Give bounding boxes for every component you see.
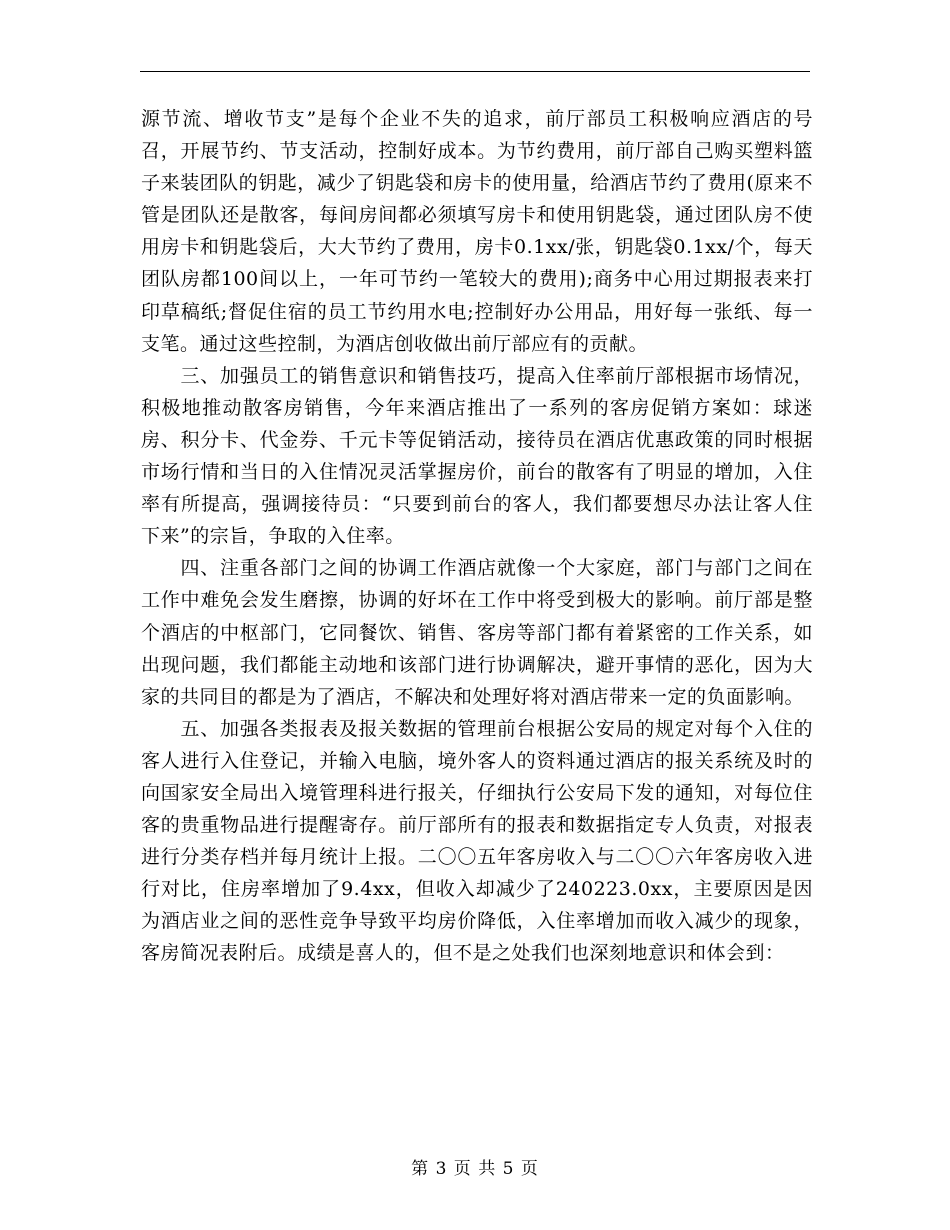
- paragraph-sales-skills: 三、加强员工的销售意识和销售技巧，提高入住率前厅部根据市场情况，积极地推动散客房销售，今年来酒店推出了一系列的客房促销方案如：球迷房、积分卡、代金券、千元卡等促销活动，接待员在酒店优惠政策的同时根据市场行情和当日的入住情况灵活掌握房价，前台的散客有了明显的增加，入住率有所提高，强调接待员：“只要到前台的客人，我们都要想尽办法让客人住下来”的宗旨，争取的入住率。: [141, 364, 813, 548]
- header-rule: [140, 71, 810, 72]
- page-number-footer: 第 3 页 共 5 页: [411, 1159, 539, 1179]
- paragraph-report-management: 五、加强各类报表及报关数据的管理前台根据公安局的规定对每个入住的客人进行入住登记，并输入电脑，境外客人的资料通过酒店的报关系统及时的向国家安全局出入境管理科进行报关，仔细执行公安局下发的通知，对每位住客的贵重物品进行提醒寄存。前厅部所有的报表和数据指定专人负责，对报表进行分类存档并每月统计上报。二〇〇五年客房收入与二〇〇六年客房收入进行对比，住房率增加了9.4xx，但收入却减少了240223.0xx，主要原因是因为酒店业之间的恶性竞争导致平均房价降低，入住率增加而收入减少的现象，客房简况表附后。成绩是喜人的，但不是之处我们也深刻地意识和体会到：: [141, 717, 813, 965]
- document-body: [141, 103, 813, 970]
- paragraph-department-coordination: 四、注重各部门之间的协调工作酒店就像一个大家庭，部门与部门之间在工作中难免会发生磨擦，协调的好坏在工作中将受到极大的影响。前厅部是整个酒店的中枢部门，它同餐饮、销售、客房等部门都有着紧密的工作关系，如出现问题，我们都能主动地和该部门进行协调解决，避开事情的恶化，因为大家的共同目的都是为了酒店，不解决和处理好将对酒店带来一定的负面影响。: [141, 557, 813, 708]
- paragraph-cost-control: 源节流、增收节支”是每个企业不失的追求，前厅部员工积极响应酒店的号召，开展节约、节支活动，控制好成本。为节约费用，前厅部自己购买塑料篮子来装团队的钥匙，减少了钥匙袋和房卡的使用量，给酒店节约了费用(原来不管是团队还是散客，每间房间都必须填写房卡和使用钥匙袋，通过团队房不使用房卡和钥匙袋后，大大节约了费用，房卡0.1xx/张，钥匙袋0.1xx/个，每天团队房都100间以上，一年可节约一笔较大的费用);商务中心用过期报表来打印草稿纸;督促住宿的员工节约用水电;控制好办公用品，用好每一张纸、每一支笔。通过这些控制，为酒店创收做出前厅部应有的贡献。: [141, 108, 813, 355]
